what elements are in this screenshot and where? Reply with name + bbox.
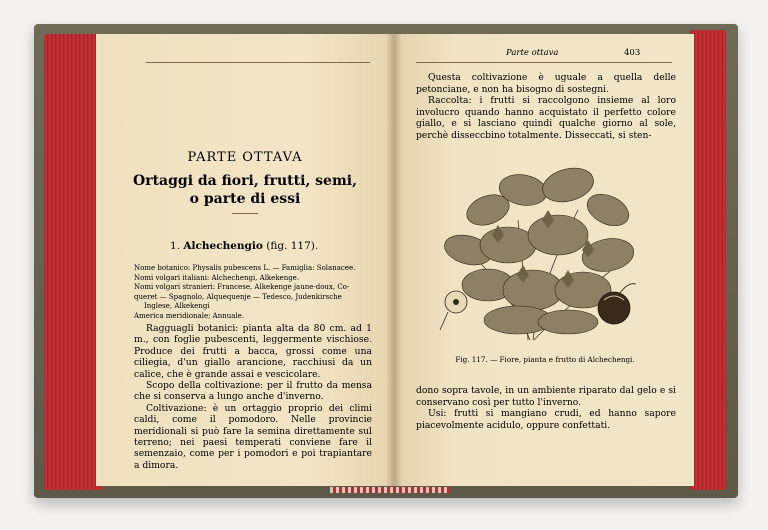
- left-page-edges: [44, 34, 102, 490]
- title-divider: [232, 213, 258, 214]
- names-line: Inglese, Alkekengi: [144, 302, 210, 311]
- entry-heading: [170, 240, 318, 252]
- section-title-line: o parte di essi: [189, 191, 301, 207]
- paragraph: Questa coltivazione è uguale a quella delle petonciane, e non ha bisogno di sostegni.: [416, 72, 676, 95]
- names-line: Nomi volgari stranieri: Francese, Alkekenge jaune-doux, Co-: [134, 283, 350, 292]
- section-title: [96, 172, 394, 208]
- figure-caption: Fig. 117. — Fiore, pianta e frutto di Alchechengi.: [455, 355, 635, 364]
- page-number: 403: [624, 48, 641, 58]
- part-title: PARTE OTTAVA: [187, 150, 303, 165]
- left-body-text: [134, 323, 372, 471]
- entry-name: Alchechengio: [183, 240, 263, 252]
- paragraph: Raccolta: i frutti si raccolgono insieme al loro involucro quando hanno acquistato il perfetto colore giallo, e si lasciano quindi qualche giorno al sole, perchè disseccbino totalmente. Disseccati, si sten-: [416, 95, 676, 141]
- names-line: Nomi volgari italiani: Alchechengi, Alkekenge.: [134, 273, 300, 282]
- book-gutter: [386, 34, 402, 486]
- entry-figure-ref: (fig. 117).: [266, 240, 319, 252]
- section-title-line: Ortaggi da fiori, frutti, semi,: [133, 173, 357, 189]
- names-line: queret — Spagnolo, Alquequenje — Tedesco, Judenkirsche: [134, 292, 342, 301]
- bookmark-ribbon: [330, 487, 450, 493]
- entry-number: 1.: [170, 240, 181, 252]
- running-head: Parte ottava: [506, 48, 559, 58]
- names-line: Nome botanico: Physalis pubescens L. — Famiglia: Solanacee.: [134, 264, 356, 272]
- names-block: [134, 264, 374, 322]
- top-rule: [146, 62, 370, 63]
- paragraph: Coltivazione: è un ortaggio proprio dei climi caldi, come il pomodoro. Nelle provincie meridionali si può fare la semina direttamente sul terreno; nei paesi temperati conviene fare il semenzaio, come per i pomodori e poi trapiantare a dimora.: [134, 402, 372, 471]
- plant-illustration: [428, 150, 652, 350]
- right-body-text-bottom: [416, 385, 676, 431]
- right-body-text-top: [416, 72, 676, 142]
- paragraph: Usi: frutti si mangiano crudi, ed hanno sapore piacevolmente acidulo, oppure confettati.: [416, 408, 676, 431]
- flower-detail: [440, 291, 467, 330]
- paragraph: dono sopra tavole, in un ambiente riparato dal gelo e si conservano così per tutto l'inverno.: [416, 385, 676, 408]
- paragraph: Scopo della coltivazione: per il frutto da mensa che si conserva a lungo anche d'inverno.: [134, 380, 372, 403]
- right-page-edges: [690, 30, 726, 490]
- paragraph: Ragguagli botanici: pianta alta da 80 cm. ad 1 m., con foglie pubescenti, leggermente vischiose. Produce dei frutti a bacca, grossi come una ciliegia, d'un giallo arancione, racchiusi da un calice, che è grande assai e vescicolare.: [134, 323, 372, 380]
- names-line: America meridionale; Annuale.: [134, 311, 245, 320]
- header-rule: [416, 62, 672, 63]
